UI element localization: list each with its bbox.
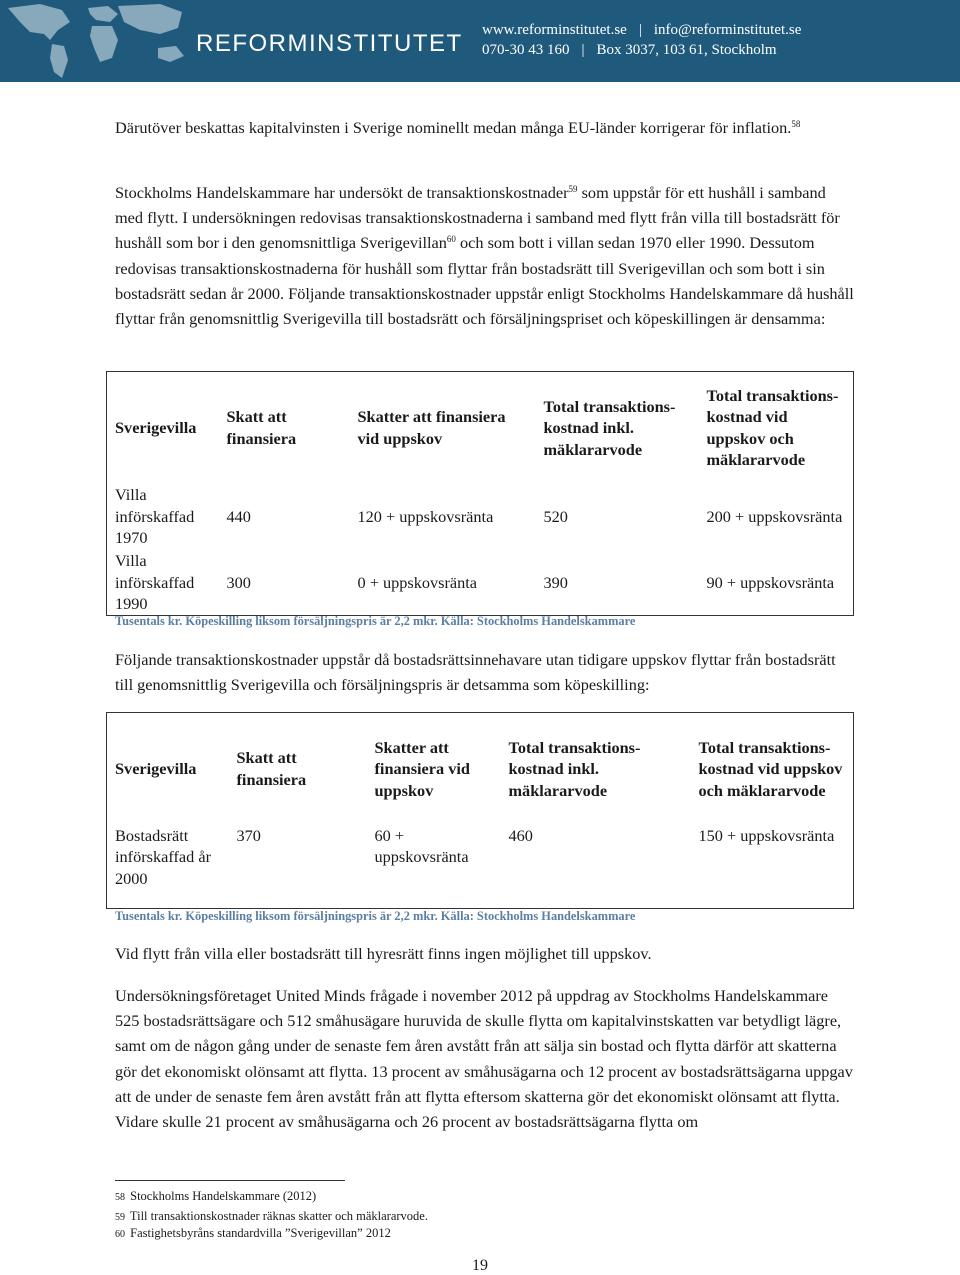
postal-address: Box 3037, 103 61, Stockholm	[596, 42, 777, 58]
column-header: Total transaktions-kostnad inkl. mäklararvode	[508, 737, 641, 800]
table-cell: 520	[543, 506, 568, 526]
paragraph-3: Följande transaktionskostnader uppstår då bostadsrättsinnehavare utan tidigare uppskov flyttar från bostadsrätt till genomsnittlig Sverigevilla och försäljningspris är detsamma som köpeskilling:	[115, 650, 836, 695]
header-contact-line-1	[482, 22, 801, 39]
paragraph-1-text: Därutöver beskattas kapitalvinsten i Sverige nominellt medan många EU-länder korrigerar för inflation.	[115, 118, 792, 137]
table-cell: 120 + uppskovsränta	[357, 506, 494, 526]
header-contact-line-2	[482, 42, 777, 59]
column-header: Skatt att finansiera	[236, 748, 307, 789]
footnote-number: 60	[115, 1229, 125, 1240]
table-cell: 200 + uppskovsränta	[706, 506, 843, 526]
table-cell: 90 + uppskovsränta	[706, 572, 835, 592]
paragraph-2	[115, 180, 855, 331]
column-header: Total transaktions-kostnad vid uppskov och mäklararvode	[706, 385, 839, 470]
page-header	[0, 0, 960, 82]
paragraph-2-text-b: som uppstår för ett hushåll i samband med flytt. I undersökningen redovisas transaktionskostnaderna i samband med flytt från villa till bostadsrätt för hushåll som bor i den genomsnittliga Sverigevillan	[115, 183, 840, 253]
column-header: Sverigevilla	[115, 759, 197, 778]
table-cell: 460	[508, 825, 533, 845]
logo-text: REFORMINSTITUTET	[196, 30, 463, 57]
table-cell: 440	[226, 506, 251, 526]
website-link[interactable]: www.reforminstitutet.se	[482, 22, 627, 38]
footnote	[115, 1225, 391, 1241]
transaction-cost-table-bostadsratt	[106, 712, 854, 909]
footnote-number: 58	[115, 1192, 125, 1203]
email-link[interactable]: info@reforminstitutet.se	[653, 22, 802, 38]
paragraph-2-text-c: och som bott i villan sedan 1970 eller 1990. Dessutom redovisas transaktionskostnaderna för hushåll som flyttar från bostadsrätt till Sverigevillan och som bott i sin bostadsrätt sedan år 2000. Följande transaktionskostnader uppstår enligt Stockholms Handelskammare då hushåll flyttar från genomsnittlig Sverigevilla till bostadsrätt och försäljningspriset och köpeskillingen är densamma:	[115, 233, 854, 329]
table-header-row	[107, 713, 854, 825]
footnote-text: Till transaktionskostnader räknas skatter och mäklararvode.	[129, 1209, 428, 1223]
table-cell: 0 + uppskovsränta	[357, 572, 478, 592]
table-cell: Villa införskaffad 1990	[115, 551, 195, 613]
column-header: Total transaktions-kostnad vid uppskov och mäklararvode	[698, 737, 843, 800]
table-cell: 370	[236, 825, 261, 845]
footnote-text: Stockholms Handelskammare (2012)	[130, 1189, 317, 1203]
column-header: Skatter att finansiera vid uppskov	[374, 737, 470, 800]
table-2-caption: Tusentals kr. Köpeskilling liksom försäljningspris är 2,2 mkr. Källa: Stockholms Handelskammare	[115, 909, 636, 923]
paragraph-2-text-a: Stockholms Handelskammare har undersökt de transaktionskostnader	[115, 183, 569, 202]
table-cell: 300	[226, 572, 251, 592]
column-header: Skatt att finansiera	[226, 407, 297, 448]
table-header-row	[107, 372, 854, 484]
paragraph-4: Vid flytt från villa eller bostadsrätt till hyresrätt finns ingen möjlighet till uppskov.	[115, 944, 652, 963]
page-number: 19	[472, 1257, 488, 1274]
table-row	[107, 484, 854, 550]
footnote-text: Fastighetsbyråns standardvilla ”Sverigevillan” 2012	[130, 1226, 391, 1240]
footnote-divider	[115, 1180, 345, 1181]
paragraph-5: Undersökningsföretaget United Minds frågade i november 2012 på uppdrag av Stockholms Handelskammare 525 bostadsrättsägare och 512 småhusägare huruvida de skulle flytta om kapitalvinstskatten var betydligt lägre, samt om de någon gång under de senaste fem åren avstått från att sälja sin bostad och flytta därför att skatterna gör det ekonomiskt olönsamt att flytta. 13 procent av småhusägarna och 12 procent av bostadsrättsägarna uppgav att de under de senaste fem åren avstått från att flytta eftersom skatterna gör det ekonomiskt olönsamt att flytta. Vidare skulle 21 procent av småhusägarna och 26 procent av bostadsrättsägarna flytta om	[115, 986, 853, 1132]
footnote-ref[interactable]: 60	[446, 234, 456, 245]
footnote-ref[interactable]: 58	[791, 119, 801, 129]
table-cell: Villa införskaffad 1970	[115, 485, 195, 548]
world-map-logo-icon	[0, 0, 200, 82]
table-cell: 60 + uppskovsränta	[374, 825, 469, 866]
table-cell: 390	[543, 572, 568, 592]
table-cell: Bostadsrätt införskaffad år 2000	[115, 825, 211, 888]
separator: |	[581, 42, 585, 58]
table-1-caption: Tusentals kr. Köpeskilling liksom försäljningspris är 2,2 mkr. Källa: Stockholms Handelskammare	[115, 614, 636, 628]
table-row	[107, 825, 854, 909]
table-cell: 150 + uppskovsränta	[698, 825, 835, 845]
transaction-cost-table-villa	[106, 371, 854, 616]
column-header: Skatter att finansiera vid uppskov	[357, 407, 506, 448]
phone-number: 070-30 43 160	[482, 42, 570, 58]
table-row	[107, 550, 854, 616]
footnote	[115, 1208, 428, 1224]
column-header: Sverigevilla	[115, 418, 197, 437]
footnote-number: 59	[115, 1212, 125, 1223]
footnote	[115, 1188, 316, 1204]
footnote-ref[interactable]: 59	[568, 184, 578, 194]
paragraph-1	[115, 115, 855, 140]
separator: |	[638, 22, 642, 38]
column-header: Total transaktions-kostnad inkl. mäklararvode	[543, 396, 676, 459]
